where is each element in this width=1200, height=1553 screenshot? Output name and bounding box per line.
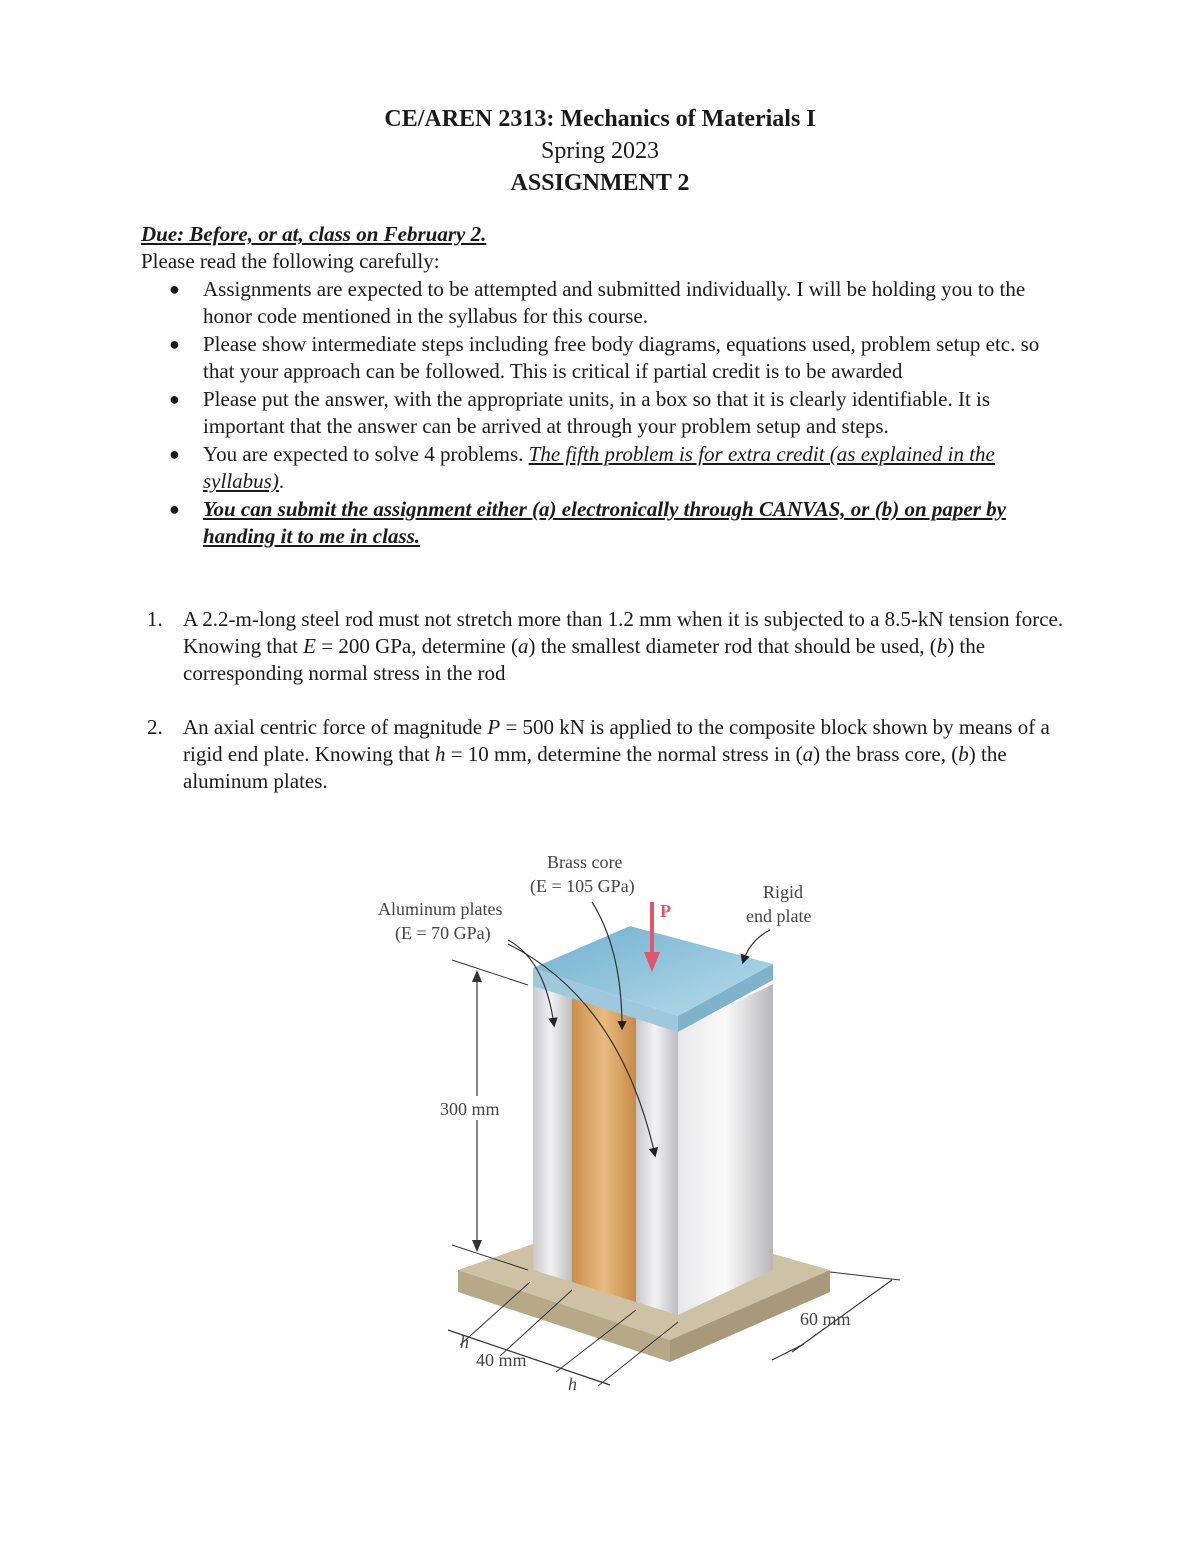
problem-text: = 500 kN is applied to the composite block shown by means of a rigid end plate. Knowing that	[183, 715, 1050, 766]
problem-number: 2.	[147, 715, 163, 739]
width-dimension-line	[448, 1330, 610, 1385]
list-item	[141, 386, 1061, 440]
problem-text: = 10 mm, determine the normal stress in (	[445, 742, 803, 766]
list-item	[141, 276, 1061, 330]
height-label: 300 mm	[440, 1099, 500, 1119]
rigid-label: Rigid	[763, 882, 804, 902]
list-item	[141, 441, 1061, 495]
problem-text: = 200 GPa, determine (	[315, 634, 518, 658]
problem-text: A 2.2-m-long steel rod must not stretch more than 1.2 mm when it is subjected to a 8.5-kN tension force. Knowing that	[183, 607, 1064, 658]
aluminum-plate-right	[636, 1017, 678, 1315]
term: Spring 2023	[540, 138, 659, 164]
document-header	[0, 103, 1200, 199]
part-b: b	[958, 742, 969, 766]
list-item	[141, 331, 1061, 385]
rule-text: Please show intermediate steps including free body diagrams, equations used, problem setup etc. so that your approach can be followed. This is critical if partial credit is to be awarded	[203, 332, 1040, 383]
problem-text: ) the brass core, (	[813, 742, 959, 766]
problem-1	[141, 606, 1071, 687]
depth-label: 60 mm	[800, 1309, 851, 1329]
bullet-icon: ●	[169, 444, 180, 464]
part-b: b	[936, 634, 948, 658]
symbol-E: E	[303, 634, 316, 658]
rule-text: Assignments are expected to be attempted and submitted individually. I will be holding you to the honor code mentioned in the syllabus for this course.	[203, 277, 1026, 328]
h-label-bottom: h	[568, 1374, 577, 1394]
rule-text: You are expected to solve 4 problems.	[203, 442, 529, 466]
h-label-left: h	[460, 1332, 469, 1352]
list-item	[141, 496, 1061, 550]
height-arrow-bottom	[472, 1240, 482, 1252]
problems-list	[141, 606, 1071, 822]
problem-text: ) the smallest diameter rod that should be used, (	[528, 634, 937, 658]
problem-2	[141, 714, 1071, 795]
block-side-face	[678, 984, 773, 1315]
depth-extension-2	[830, 1272, 900, 1280]
bullet-icon: ●	[169, 389, 180, 409]
aluminum-plates-label: Aluminum plates	[378, 899, 503, 919]
intro-text: Please read the following carefully:	[141, 249, 440, 273]
depth-extension-1	[772, 1344, 804, 1360]
symbol-h: h	[434, 742, 446, 766]
brass-core-modulus: (E = 105 GPa)	[530, 876, 635, 896]
problem-text: ) the corresponding normal stress in the rod	[183, 634, 986, 685]
figure-svg	[360, 840, 900, 1410]
symbol-P: P	[487, 715, 501, 739]
bullet-icon: ●	[169, 334, 180, 354]
bullet-icon: ●	[169, 499, 180, 519]
part-a: a	[802, 742, 814, 766]
course-title: CE/AREN 2313: Mechanics of Materials I	[384, 106, 816, 132]
brass-core	[572, 997, 636, 1302]
rules-list	[141, 276, 1061, 551]
part-a: a	[517, 634, 529, 658]
height-extension-top	[452, 960, 528, 985]
submission-note: You can submit the assignment either (a) electronically through CANVAS, or (b) on paper by handing it to me in class.	[203, 497, 1006, 548]
rule-text: Please put the answer, with the appropriate units, in a box so that it is clearly identifiable. It is important that the answer can be arrived at through your problem setup and steps.	[203, 387, 991, 438]
width-label: 40 mm	[476, 1350, 527, 1370]
problem-number: 1.	[147, 607, 163, 631]
problem-text: An axial centric force of magnitude	[183, 715, 488, 739]
end-plate-label: end plate	[746, 906, 812, 926]
force-label: P	[660, 901, 671, 921]
rule-period: .	[278, 469, 285, 493]
aluminum-plate-left	[533, 985, 572, 1282]
assignment-title: ASSIGNMENT 2	[510, 170, 690, 196]
height-arrow-top	[472, 970, 482, 982]
brass-core-label: Brass core	[547, 852, 623, 872]
aluminum-plates-modulus: (E = 70 GPa)	[395, 923, 491, 943]
due-date: Due: Before, or at, class on February 2.	[141, 222, 487, 246]
problem-text: ) the aluminum plates.	[183, 742, 1007, 793]
bullet-icon: ●	[169, 279, 180, 299]
composite-block-figure	[360, 840, 900, 1410]
extra-credit-note: The fifth problem is for extra credit (as explained in the syllabus)	[203, 442, 995, 493]
